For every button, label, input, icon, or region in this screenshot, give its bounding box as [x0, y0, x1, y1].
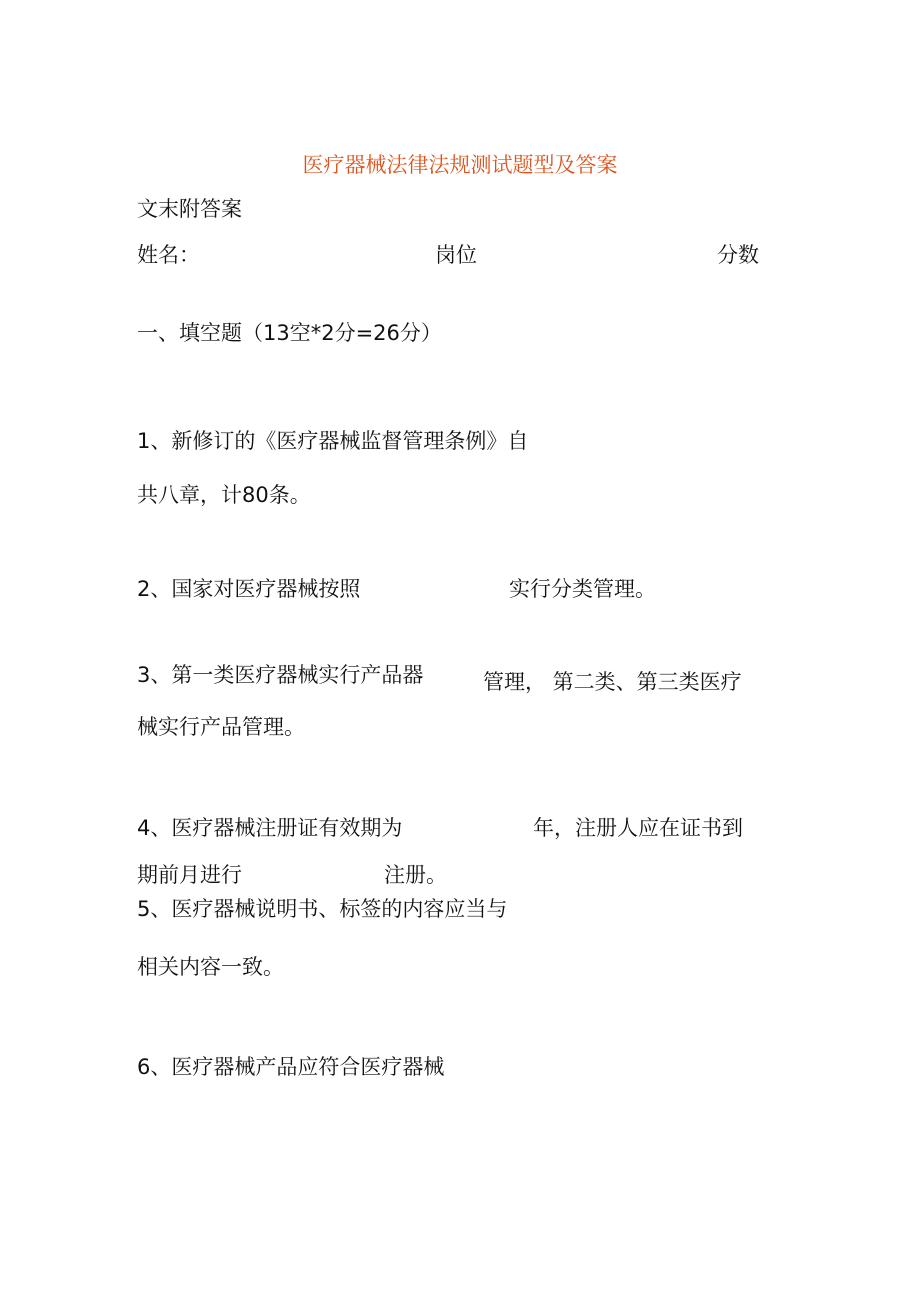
- section-heading: 一、填空题（13空*2分=26分）: [137, 321, 442, 345]
- question-1-line-1: 1、新修订的《医疗器械监督管理条例》自: [137, 429, 529, 453]
- question-2-part-2: 实行分类管理。: [509, 577, 656, 601]
- question-3-part-1: 3、第一类医疗器械实行产品器: [137, 663, 424, 687]
- score-label: 分数: [717, 243, 759, 267]
- name-label: 姓名：: [137, 243, 200, 267]
- question-5-line-2: 相关内容一致。: [137, 955, 284, 979]
- question-5-line-1: 5、医疗器械说明书、标签的内容应当与: [137, 897, 508, 921]
- question-1-line-2: 共八章，计80条。: [137, 483, 311, 507]
- document-title: 医疗器械法律法规测试题型及答案: [302, 153, 618, 177]
- position-label: 岗位: [435, 243, 477, 267]
- question-4-line-2-part-2: 注册。: [384, 863, 447, 887]
- question-4-part-2: 年，注册人应在证书到: [533, 816, 743, 840]
- question-3-part-2: 管理， 第二类、第三类医疗: [483, 670, 742, 694]
- question-2-part-1: 2、国家对医疗器械按照: [137, 577, 361, 601]
- question-4-part-1: 4、医疗器械注册证有效期为: [137, 816, 403, 840]
- answer-note: 文末附答案: [137, 197, 242, 221]
- question-4-line-2-part-1: 期前月进行: [137, 863, 242, 887]
- question-3-line-2: 械实行产品管理。: [137, 715, 305, 739]
- question-6-line-1: 6、医疗器械产品应符合医疗器械: [137, 1055, 445, 1079]
